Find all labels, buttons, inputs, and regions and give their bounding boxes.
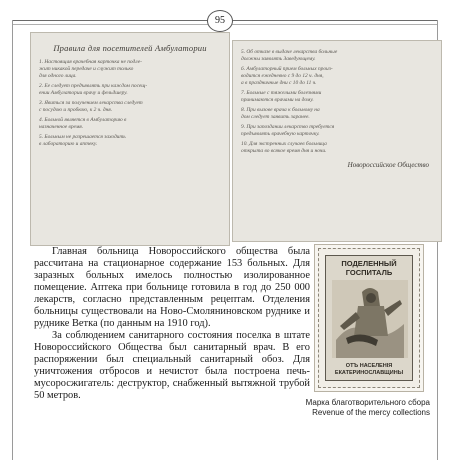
scan-line: 10. Для экстренных случаев больница [241,141,327,147]
scan-line: водится ежедневно с 9 до 12 ч. дня, [241,73,324,79]
caption-russian: Марка благотворительного сбора [305,398,430,407]
stamp-frame [325,255,413,381]
stamp-illustration [332,280,408,358]
scan-line: 8. При вызове врача к больному на [241,107,320,113]
scan-line: 4. Больной является в Амбулаторию в [39,117,127,123]
scan-line: предъявлять врачебную карточку. [241,131,320,137]
scan-line: в лабораторию и аптеку. [39,141,98,147]
scan-line: ении Амбулатории врачу и фельдшеру. [39,90,128,96]
scan-title: Правила для посетителей Амбулатории [53,43,207,53]
left-margin-rule [12,20,13,460]
scan-line: для одного лица. [39,73,77,79]
page-number: 95 [207,10,233,32]
scan-line: жит никакой передаче и служит только [39,66,134,72]
archival-rules-document-left [30,32,230,246]
caption-english: Revenue of the mercy collections [312,408,430,417]
scan-line: принимаются врачами на дому. [241,97,314,103]
scan-line: открыта во всякое время дня и ночи. [241,148,327,154]
stamp-top-text: ПОДЕЛЕННЫЙ ГОСПИТАЛЬ [341,259,397,277]
scan-signature: Новороссийское Общество [347,161,429,169]
scan-line: 5. Больным не разрешается заходить [39,134,126,140]
scan-line: 6. Амбулаторный прием больных произ- [241,66,333,72]
scan-line: 1. Настоящая врачебная карточка не подле- [39,59,142,65]
scan-line: 7. Больные с тяжелыми болезнями [241,90,322,96]
stamp-bottom-text: ОТЪ НАСЕЛЕНІЯ ЕКАТЕРИНОСЛАВЩИНЫ [334,363,404,376]
paragraph-sanitary: За соблюдением санитарного состояния поселка в штате Новороссийского Общества был санитарный врач. В его распоряжении был специальный санитарный обоз. Для уничтожения отбросов и нечистот была построена печь-мусоросжигатель: деструктор, снабженный вытяжной трубой 50 метров. [34,330,310,401]
scan-line: с посудою и пробкою, к 2 ч. дня. [39,107,113,113]
archival-rules-document-right [232,40,442,242]
scan-line: назначенное время. [39,124,84,130]
charity-stamp [318,248,420,388]
scan-line: 5. Об отказе в выдаче лекарства больные [241,49,338,55]
scan-line: 2. Ее следует предъявлять при каждом посещ- [39,83,148,89]
scan-line: 3. Явиться за получением лекарства следует [39,100,143,106]
body-text [34,246,310,402]
scan-line: должны заявлять Заведующему. [241,56,316,62]
scan-line: а в праздничные дни с 10 до 11 ч. [241,80,317,86]
scan-line: 9. При запоздании лекарство требуется [241,124,335,130]
paragraph-hospital: Главная больница Новороссийского общества была рассчитана на стационарное содержание 153 больных. Для заразных больных имелось полностью изолированное помещение. Аптека при больнице готовила в год до 250 000 лекарств, согласно представленным рецептам. Отделения больницы существовали на Ново-Смоляниновском руднике и руднике Ветка (по данным на 1910 год). [34,246,310,329]
stamp-caption [250,398,430,418]
scan-line: дом следует заявить заранее. [241,114,310,120]
